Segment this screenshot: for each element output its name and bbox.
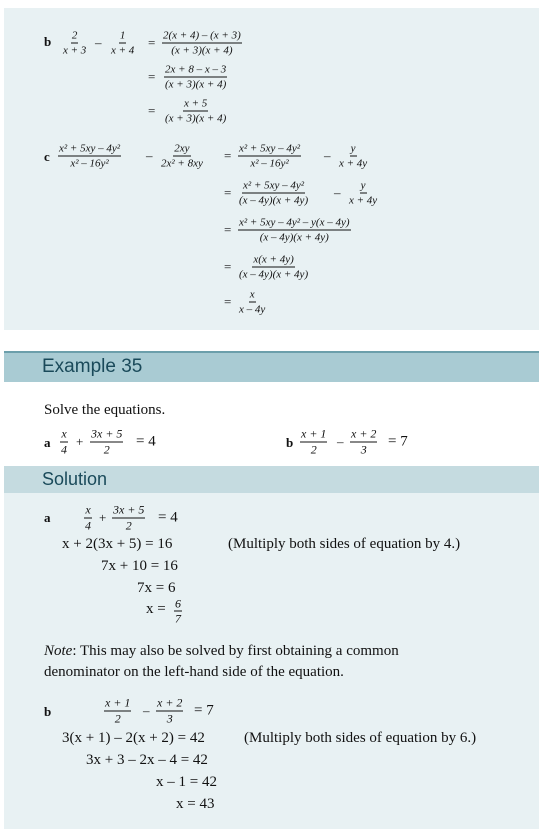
rhs: = 7	[388, 433, 408, 450]
fraction: $\frac{x}{x - 4y}$	[239, 288, 266, 316]
equals-sign: =	[224, 222, 232, 237]
question-a-label: a	[44, 435, 51, 450]
equals-sign: =	[224, 294, 232, 309]
fraction: $\frac{\text{x² + 5xy – 4y²}}{\text{x² – 16y²}}$	[239, 142, 301, 170]
fraction: $\frac{2(x + 4) - (x + 3)}{(x + 3)(x + 4)}$	[163, 29, 241, 57]
fraction: $\frac{x + 5}{(x + 3)(x + 4)}$	[165, 97, 227, 125]
equals-sign: =	[224, 259, 232, 274]
note-text: : This may also be solved by first obtaining a common	[72, 643, 399, 659]
solution-a-line-5: x =	[146, 601, 166, 617]
solution-header-bar	[4, 466, 539, 493]
solution-b-line-5: x = 43	[176, 796, 215, 812]
fraction: $\frac{x(x + 4y)}{(x - 4y)(x + 4y)}$	[239, 253, 309, 281]
plus-sign: +	[99, 510, 107, 525]
solution-b-line-2: 3(x + 1) – 2(x + 2) = 42	[62, 730, 205, 746]
fraction: $\frac{x + 2}{3}$	[157, 695, 183, 726]
solution-a-label: a	[44, 510, 51, 525]
fraction: $\frac{x + 2}{3}$	[351, 426, 377, 457]
minus-sign: –	[95, 35, 102, 50]
part-b-label: b	[44, 34, 52, 49]
part-c-label: c	[44, 149, 50, 164]
solution-a-line-3: 7x + 10 = 16	[101, 558, 178, 574]
equals-sign: =	[148, 69, 156, 84]
rhs: = 4	[158, 509, 178, 526]
equals-sign: =	[224, 185, 232, 200]
solution-b-note: (Multiply both sides of equation by 6.)	[244, 730, 477, 746]
plus-sign: +	[76, 434, 84, 449]
rhs: = 4	[136, 433, 156, 450]
note-label: Note	[44, 643, 73, 659]
equals-sign: =	[224, 148, 232, 163]
solution-title: Solution	[42, 469, 108, 489]
example-prompt: Solve the equations.	[44, 402, 166, 418]
minus-sign: –	[334, 185, 341, 200]
fraction: $\frac{y}{x + 4y}$	[349, 179, 378, 207]
example-header-bar	[4, 351, 539, 382]
fraction: $\frac{x + 1}{2}$	[301, 426, 327, 457]
example-title: Example 35	[42, 356, 143, 377]
minus-sign: –	[143, 703, 150, 718]
fraction: $\frac{3x + 5}{2}$	[113, 502, 145, 533]
fraction: $\frac{2}{x + 3}$	[63, 29, 87, 57]
fraction: $\frac{2x + 8 - x - 3}{(x + 3)(x + 4)}$	[165, 63, 227, 91]
solution-b-line-3: 3x + 3 – 2x – 4 = 42	[86, 752, 208, 768]
solution-b-label: b	[44, 704, 52, 719]
fraction: $\frac{x + 1}{2}$	[105, 695, 131, 726]
fraction: $\frac{x}{4}$	[85, 502, 91, 533]
fraction: $\frac{\text{x² + 5xy – 4y² – y(x – 4y)}}{(x - 4y)(x + 4y)}$	[239, 216, 350, 244]
rhs: = 7	[194, 702, 214, 719]
fraction: $\frac{x}{4}$	[61, 426, 67, 457]
fraction: $\frac{3x + 5}{2}$	[91, 426, 123, 457]
fraction: $\frac{6}{7}$	[175, 596, 181, 626]
fraction: $\frac{\text{x² + 5xy – 4y²}}{(x - 4y)(x + 4y)}$	[239, 179, 309, 207]
note-text-line-2: denominator on the left-hand side of the equation.	[44, 664, 344, 680]
equals-sign: =	[148, 103, 156, 118]
solution-b-line-4: x – 1 = 42	[156, 774, 217, 790]
question-b-label: b	[286, 435, 294, 450]
solution-a-note: (Multiply both sides of equation by 4.)	[228, 536, 461, 552]
minus-sign: –	[324, 148, 331, 163]
solution-a-line-4: 7x = 6	[137, 580, 176, 596]
fraction: $\frac{y}{x + 4y}$	[339, 142, 368, 170]
solution-a-line-2: x + 2(3x + 5) = 16	[62, 536, 173, 552]
fraction: $\frac{2xy}{\text{2x² + 8xy}}$	[161, 142, 203, 170]
equals-sign: =	[148, 35, 156, 50]
minus-sign: –	[337, 434, 344, 449]
fraction: $\frac{\text{x² + 5xy – 4y²}}{\text{x² – 16y²}}$	[59, 142, 121, 170]
minus-sign: –	[146, 148, 153, 163]
fraction: $\frac{1}{x + 4}$	[111, 29, 135, 57]
note-paragraph	[44, 641, 399, 661]
